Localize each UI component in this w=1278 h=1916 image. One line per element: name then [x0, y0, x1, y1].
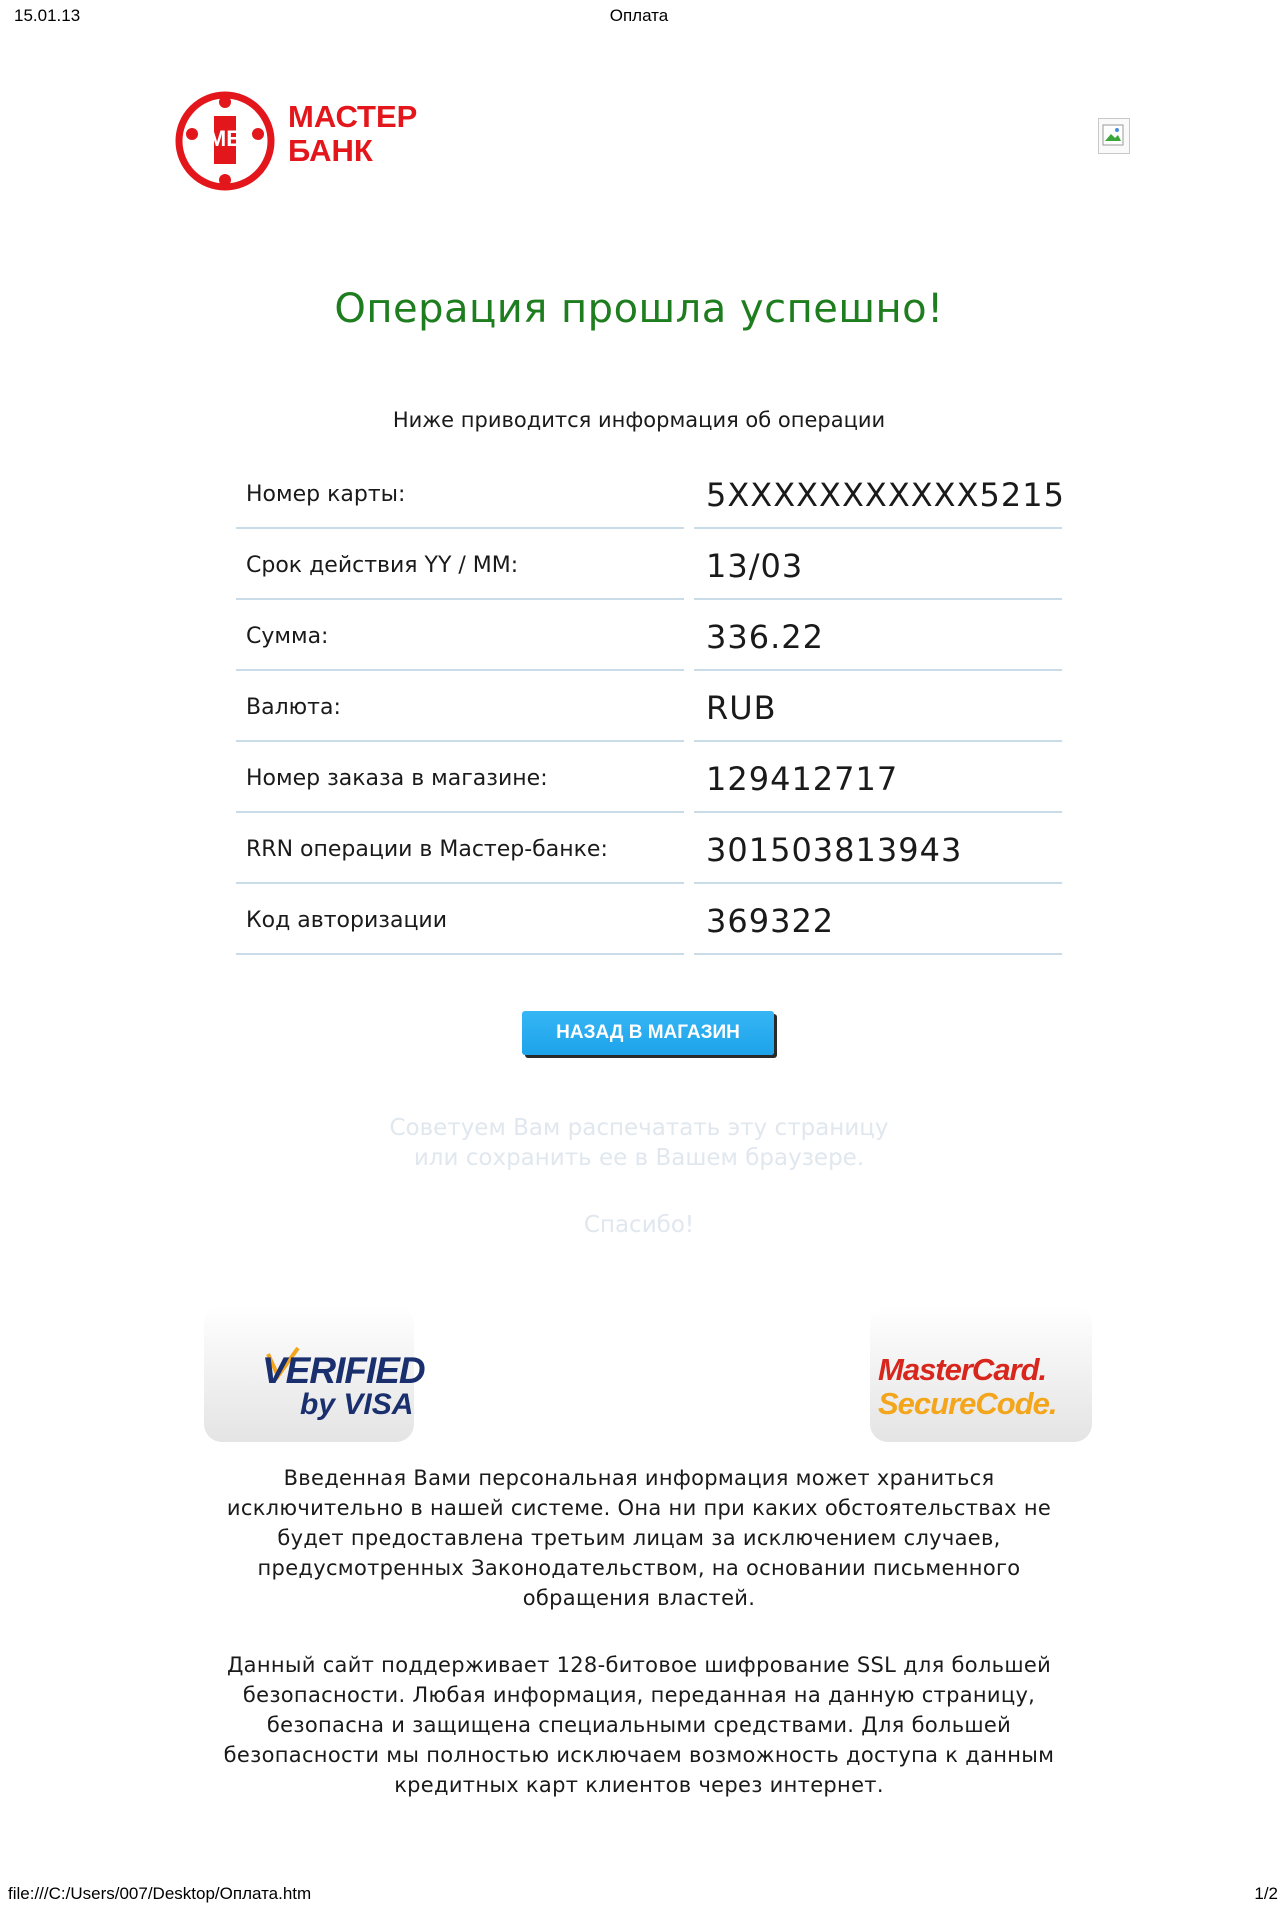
row-divider	[694, 882, 1062, 884]
advice-line-2: или сохранить ее в Вашем браузере.	[413, 1145, 865, 1171]
info-row-expiry	[236, 531, 1062, 602]
row-divider	[236, 811, 684, 813]
info-value: 129412717	[706, 760, 899, 798]
row-divider	[694, 953, 1062, 955]
operation-info-subtitle: Ниже приводится информация об операции	[392, 408, 886, 432]
info-label: Код авторизации	[246, 908, 448, 933]
row-divider	[694, 669, 1062, 671]
row-divider	[236, 598, 684, 600]
info-row-card-number	[236, 460, 1065, 531]
thanks-text: Спасибо!	[583, 1212, 695, 1238]
row-divider	[694, 740, 1062, 742]
privacy-notice: Введенная Вами персональная информация может храниться исключительно в нашей системе. Она ни при каких обстоятельствах не будет предоставлена третьим лицам за исключением случаев, предусмотренных Законодательством, на основании письменного обращения властей.	[226, 1466, 1052, 1610]
info-label: Срок действия YY / MM:	[246, 553, 519, 578]
info-row-rrn	[236, 815, 1062, 886]
visa-badge-line-2: by VISA	[300, 1388, 414, 1421]
row-divider	[236, 527, 684, 529]
row-divider	[694, 811, 1062, 813]
broken-image-icon	[1098, 118, 1130, 154]
verified-by-visa-badge	[204, 1306, 425, 1442]
info-label: Номер карты:	[246, 482, 406, 507]
print-footer-url: file:///C:/Users/007/Desktop/Оплата.htm	[8, 1884, 312, 1903]
emblem-letters: МБ	[207, 126, 243, 151]
info-label: Валюта:	[246, 695, 341, 720]
print-header-title: Оплата	[609, 6, 669, 25]
row-divider	[236, 953, 684, 955]
row-divider	[236, 669, 684, 671]
back-to-shop-button[interactable]: НАЗАД В МАГАЗИН	[522, 1011, 774, 1055]
info-row-amount	[236, 602, 1062, 673]
row-divider	[236, 740, 684, 742]
logo-line-1: МАСТЕР	[288, 99, 418, 134]
info-label: RRN операции в Мастер-банке:	[246, 837, 608, 862]
info-value: 336.22	[706, 618, 824, 656]
mastercard-badge-line-2: SecureCode.	[878, 1386, 1057, 1421]
info-label: Сумма:	[246, 624, 329, 649]
logo-line-2: БАНК	[288, 133, 373, 168]
master-bank-emblem-icon	[170, 86, 280, 196]
print-header-date: 15.01.13	[14, 6, 81, 25]
row-divider	[694, 527, 1062, 529]
mastercard-securecode-badge	[870, 1306, 1092, 1442]
logo-text	[288, 100, 417, 168]
operation-info-table	[236, 460, 1065, 957]
info-row-currency	[236, 673, 1062, 744]
info-label: Номер заказа в магазине:	[246, 766, 548, 791]
info-row-order-number	[236, 744, 1062, 815]
row-divider	[694, 598, 1062, 600]
info-row-auth-code	[236, 886, 1062, 957]
advice-line-1: Советуем Вам распечатать эту страницу	[389, 1115, 889, 1141]
success-title: Операция прошла успешно!	[334, 286, 944, 332]
visa-badge-line-1: VERIFIED	[262, 1350, 425, 1391]
info-value: 13/03	[706, 547, 804, 585]
row-divider	[236, 882, 684, 884]
info-value: RUB	[706, 689, 777, 727]
ssl-notice: Данный сайт поддерживает 128-битовое шифрование SSL для большей безопасности. Любая информация, переданная на данную страницу, безопасна и защищена специальными средствами. Для большей безопасности мы полностью исключаем возможность доступа к данным кредитных карт клиентов через интернет.	[223, 1653, 1055, 1797]
info-value: 5XXXXXXXXXXX5215	[706, 476, 1065, 514]
print-footer-page: 1/2	[1254, 1884, 1278, 1903]
master-bank-logo[interactable]	[170, 86, 430, 196]
info-value: 301503813943	[706, 831, 963, 869]
info-value: 369322	[706, 902, 835, 940]
mastercard-badge-line-1: MasterCard.	[878, 1352, 1047, 1387]
